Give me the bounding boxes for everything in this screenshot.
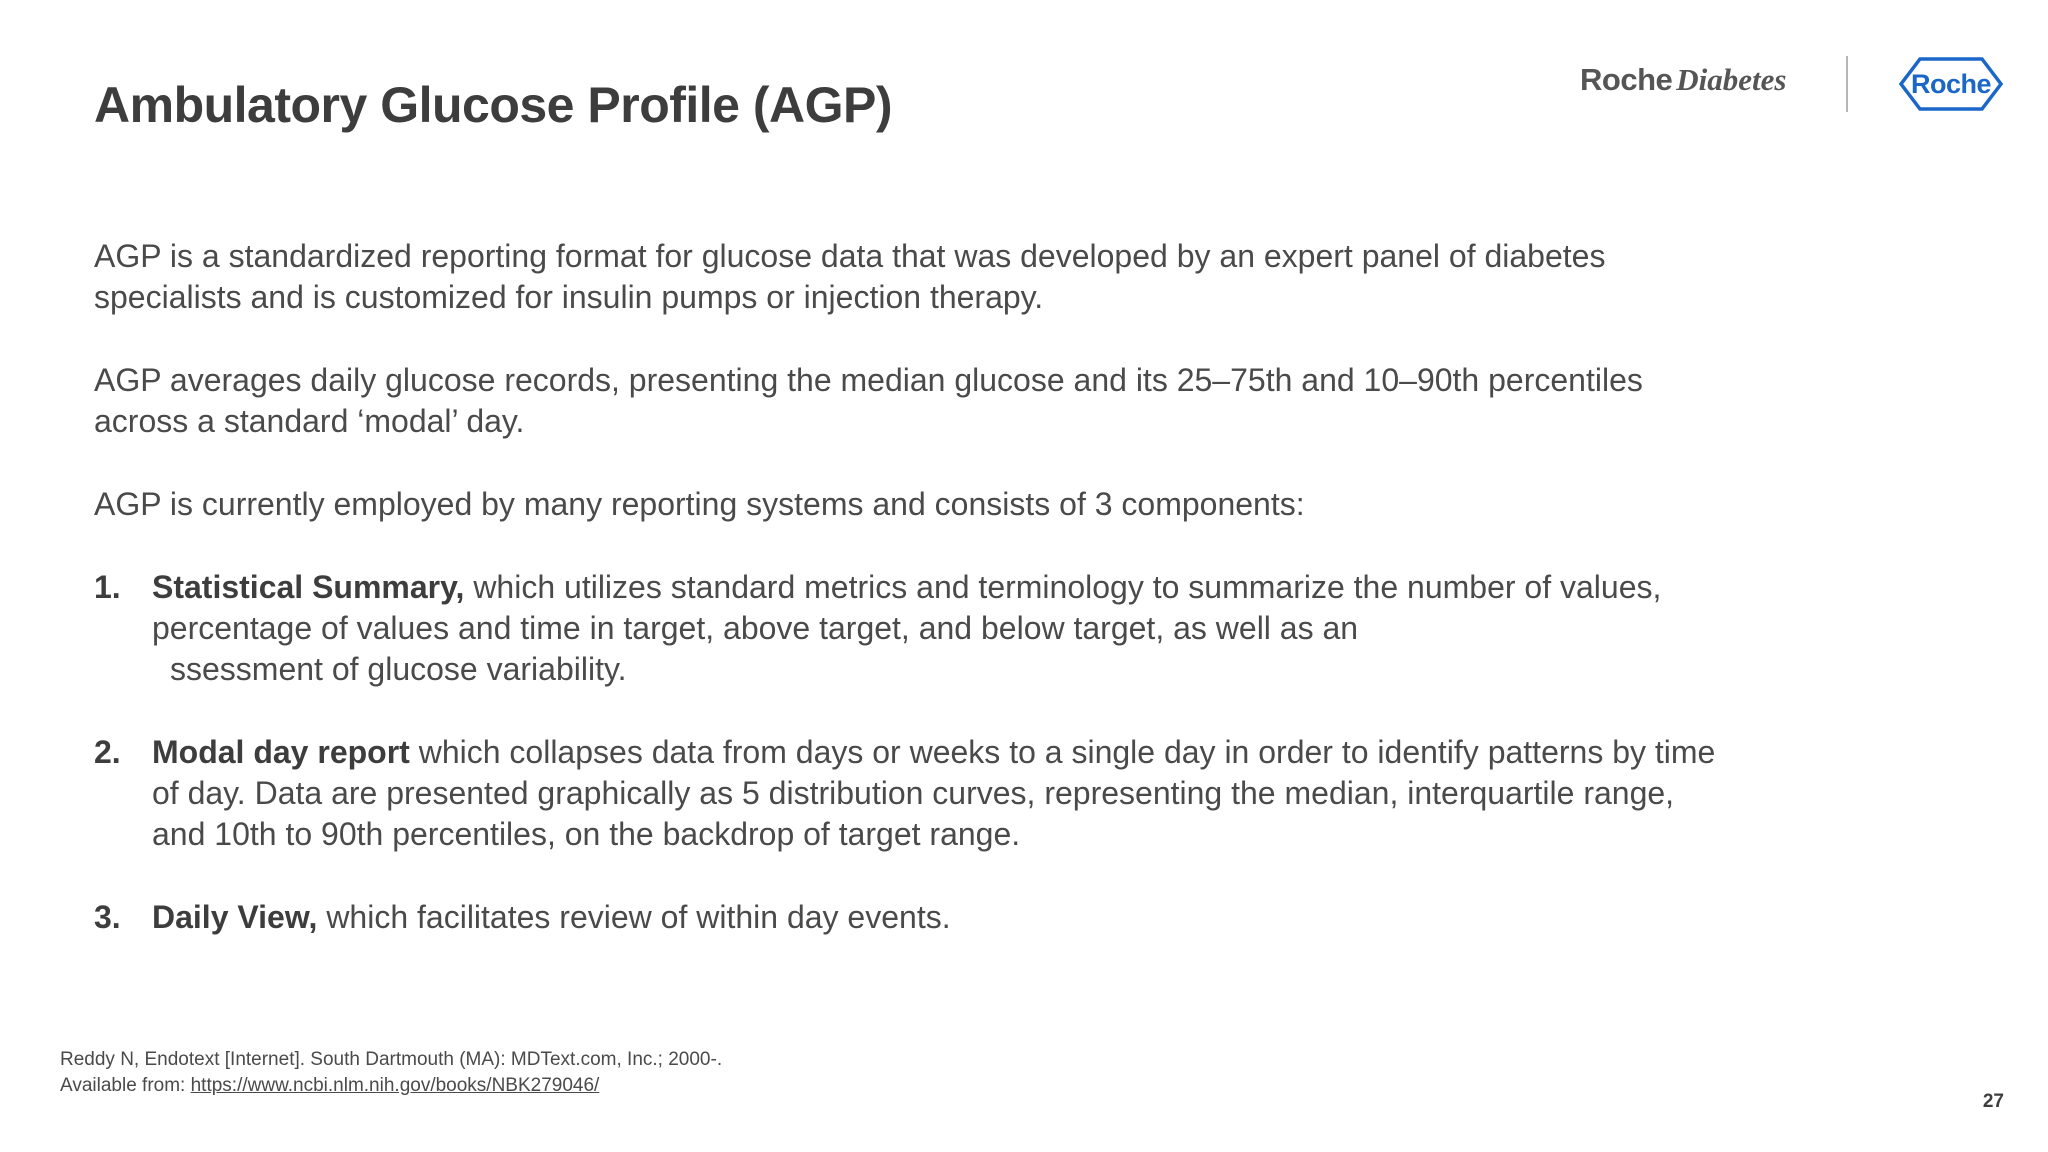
list-number: 2. (94, 734, 121, 770)
component-description: which collapses data from days or weeks to a single day in order to identify patterns by time of day. Data are presented graphically as 5 distribution curves, representing the median, interquartile range, and 10th to 90th percentiles, on the backdrop of target range. (152, 734, 1716, 852)
body-paragraph: AGP averages daily glucose records, presenting the median glucose and its 25–75th and 10–90th percentiles across a standard ‘modal’ day. (94, 362, 1643, 439)
reference-line: Reddy N, Endotext [Internet]. South Dartmouth (MA): MDText.com, Inc.; 2000-. (60, 1049, 723, 1070)
component-term: Daily View, (152, 899, 318, 935)
reference-citation (60, 1047, 722, 1099)
roche-hexagon-logo (1898, 56, 2004, 112)
reference-link[interactable]: https://www.ncbi.nlm.nih.gov/books/NBK279046/ (190, 1075, 600, 1096)
body-paragraph: AGP is currently employed by many reporting systems and consists of 3 components: (94, 486, 1305, 522)
brand-roche-word: Roche (1580, 62, 1673, 97)
component-description-continued: ssessment of glucose variability. (170, 651, 627, 687)
list-number: 1. (94, 569, 121, 605)
component-term: Modal day report (152, 734, 410, 770)
component-item-modal-day-report (94, 732, 1734, 855)
body-paragraph: AGP is a standardized reporting format for glucose data that was developed by an expert panel of diabetes specialists and is customized for insulin pumps or injection therapy. (94, 238, 1606, 315)
component-term: Statistical Summary, (152, 569, 465, 605)
component-description: which utilizes standard metrics and terminology to summarize the number of values, percentage of values and time in target, above target, and below target, as well as an (152, 569, 1662, 646)
brand-diabetes-word: Diabetes (1676, 62, 1787, 97)
reference-prefix: Available from: (60, 1075, 191, 1096)
logo-text: Roche (1910, 69, 1992, 99)
reference-available-line (60, 1073, 722, 1099)
list-number: 3. (94, 899, 121, 935)
slide-title: Ambulatory Glucose Profile (AGP) (94, 77, 893, 133)
component-description: which facilitates review of within day events. (317, 899, 951, 935)
component-item-daily-view (94, 897, 1734, 938)
brand-divider (1846, 56, 1848, 112)
slide-body (94, 236, 1734, 980)
roche-diabetes-wordmark (1580, 62, 1786, 98)
component-item-statistical-summary (94, 567, 1734, 690)
page-number: 27 (1982, 1091, 2004, 1112)
